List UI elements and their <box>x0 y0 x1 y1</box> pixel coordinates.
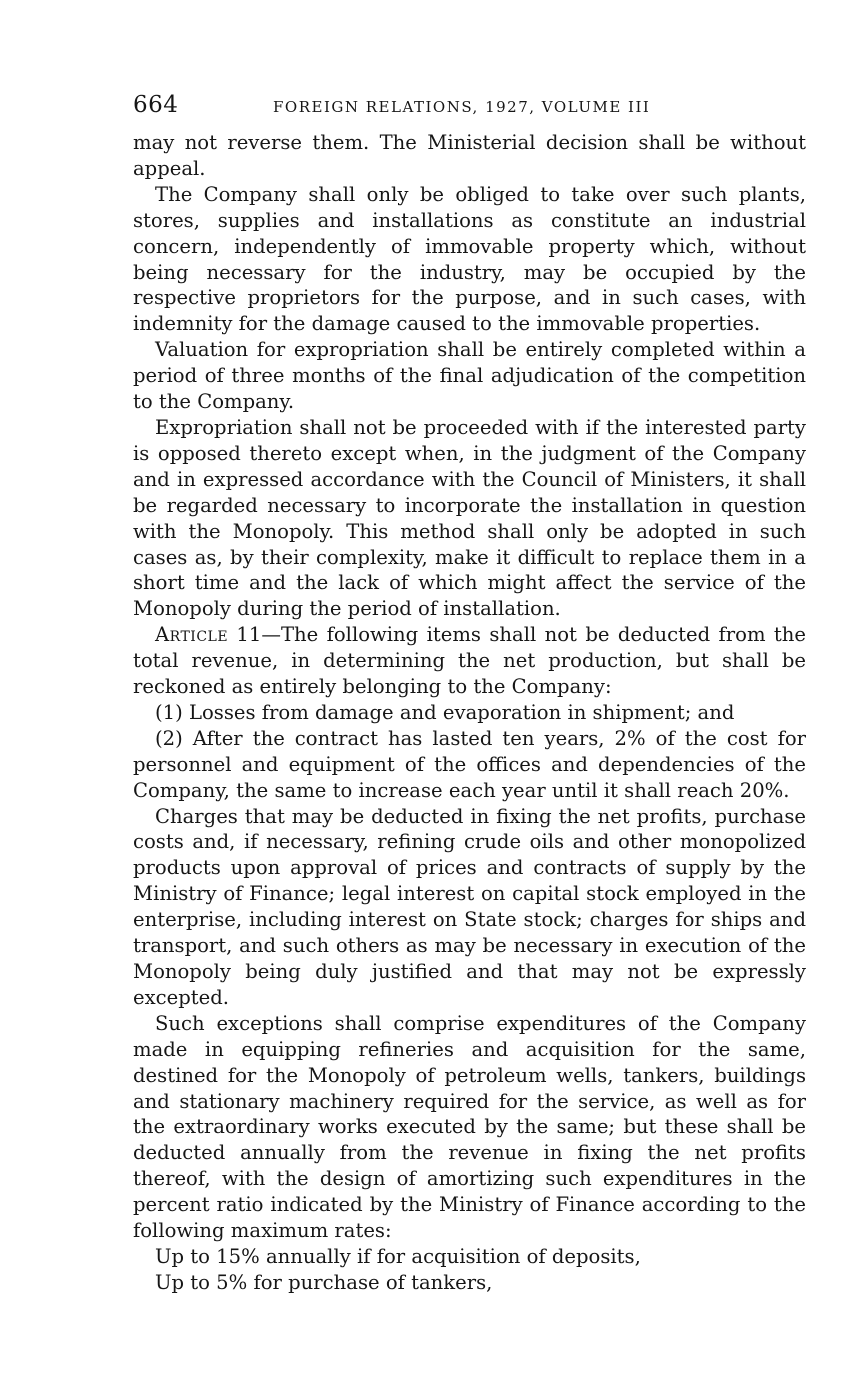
list-item-losses: (1) Losses from damage and evaporation in shipment; and <box>155 700 735 724</box>
article-label: Article <box>155 623 229 647</box>
article-11-text: 11—The following items shall not be deducted from the total revenue, in determining the net production, but shall be reckoned as entirely belonging to the Company: <box>133 623 806 699</box>
document-page <box>133 92 806 1296</box>
body-text <box>133 130 806 1296</box>
rate-deposits: Up to 15% annually if for acquisition of deposits, <box>155 1244 641 1268</box>
paragraph-exceptions: Such exceptions shall comprise expenditures of the Company made in equipping refineries and acquisition for the same, destined for the Monopoly of petroleum wells, tankers, buildings and stationary machinery required for the service, as well as for the extraordinary works executed by the same; but these shall be deducted annually from the revenue in fixing the net profits thereof, with the design of amortizing such expenditures in the percent ratio indicated by the Ministry of Finance according to the following maximum rates: <box>133 1011 806 1243</box>
rate-tankers: Up to 5% for purchase of tankers, <box>155 1270 493 1294</box>
running-head: FOREIGN RELATIONS, 1927, VOLUME III <box>273 98 651 116</box>
paragraph-continuation: may not reverse them. The Ministerial decision shall be without appeal. <box>133 131 806 180</box>
page-number: 664 <box>133 92 179 118</box>
paragraph-expropriation: Expropriation shall not be proceeded with if the interested party is opposed thereto except when, in the judgment of the Company and in expressed accordance with the Council of Ministers, it shall be regarded necessary to incorporate the installation in question with the Monopoly. This method shall only be adopted in such cases as, by their complexity, make it difficult to replace them in a short time and the lack of which might affect the service of the Monopoly during the period of installation. <box>133 415 806 621</box>
paragraph-article-11 <box>133 622 806 700</box>
paragraph-company-obligations: The Company shall only be obliged to take over such plants, stores, supplies and installations as constitute an industrial concern, independently of immovable property which, without being necessary for the industry, may be occupied by the respective proprietors for the purpose, and in such cases, with indemnity for the damage caused to the immovable properties. <box>133 182 806 336</box>
paragraph-charges: Charges that may be deducted in fixing the net profits, purchase costs and, if necessary, refining crude oils and other monopolized products upon approval of prices and contracts of supply by the Ministry of Finance; legal interest on capital stock employed in the enterprise, including interest on State stock; charges for ships and transport, and such others as may be necessary in execution of the Monopoly being duly justified and that may not be expressly excepted. <box>133 804 806 1009</box>
list-item-personnel-cost: (2) After the contract has lasted ten years, 2% of the cost for personnel and equipment of the offices and dependencies of the Company, the same to increase each year until it shall reach 20%. <box>133 726 806 802</box>
paragraph-valuation: Valuation for expropriation shall be entirely completed within a period of three months of the final adjudication of the competition to the Company. <box>133 338 806 414</box>
page-header <box>133 92 806 130</box>
